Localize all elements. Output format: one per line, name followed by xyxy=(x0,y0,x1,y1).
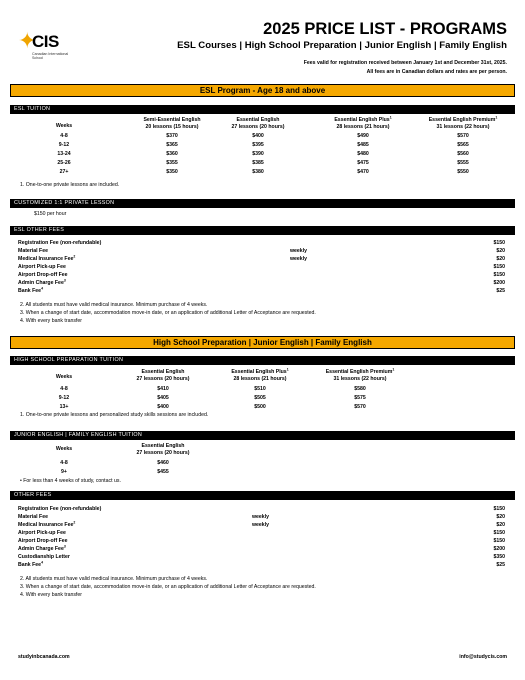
price-cell: $490 xyxy=(357,133,369,139)
price-cell: $570 xyxy=(457,133,469,139)
footnote-ref: 1 xyxy=(389,115,392,120)
private-lesson-header: CUSTOMIZED 1:1 PRIVATE LESSON xyxy=(10,199,515,208)
page-subtitle: ESL Courses | High School Preparation | Junior English | Family English xyxy=(177,40,507,51)
column-lessons: 27 lessons (20 hours) xyxy=(136,450,190,456)
column-lessons: 31 lessons (22 hours) xyxy=(436,124,490,130)
price-cell: $485 xyxy=(357,142,369,148)
price-cell: $510 xyxy=(254,386,266,392)
fee-frequency: weekly xyxy=(252,514,270,520)
validity-note: Fees valid for registration received between January 1st and December 31st, 2025. xyxy=(303,60,507,66)
fee-footnote: 3. When a change of start date, accommodation move-in date, or an application of additional Letter of Acceptance are requested. xyxy=(20,584,316,590)
fee-label: Material Fee xyxy=(18,248,48,254)
tuition-footnote: 1. One-to-one private lessons are included. xyxy=(20,182,120,188)
weeks-cell: 4-8 xyxy=(60,460,68,466)
weeks-cell: 9+ xyxy=(61,469,67,475)
fee-label: Admin Charge Fee$^3$ xyxy=(18,278,66,286)
fee-footnote: 4. With every bank transfer xyxy=(20,592,82,598)
other-fees-header: OTHER FEES xyxy=(10,491,515,500)
fee-label: Custodianship Letter xyxy=(18,554,70,560)
fee-price: $200 xyxy=(493,280,505,286)
tuition-footnote: • For less than 4 weeks of study, contact us. xyxy=(20,478,121,484)
footnote-ref: 3 xyxy=(63,544,66,549)
fee-price: $150 xyxy=(493,530,505,536)
column-lessons: 28 lessons (21 hours) xyxy=(336,124,390,130)
fee-price: $150 xyxy=(493,240,505,246)
price-cell: $360 xyxy=(166,151,178,157)
fee-price: $25 xyxy=(496,288,505,294)
fee-frequency: weekly xyxy=(252,522,270,528)
footnote-ref: 2 xyxy=(73,520,76,525)
tuition-footnote: 1. One-to-one private lessons and personalized study skills sessions are included. xyxy=(20,412,209,418)
hs-program-bar: High School Preparation | Junior English | Family English xyxy=(10,336,515,349)
weeks-cell: 13+ xyxy=(59,404,69,410)
price-cell: $405 xyxy=(157,395,169,401)
weeks-cell: 4-8 xyxy=(60,386,68,392)
column-name: Essential English xyxy=(236,117,280,123)
column-name: Essential English xyxy=(141,369,185,375)
fee-label: Airport Pick-up Fee xyxy=(18,264,66,270)
price-cell: $385 xyxy=(252,160,264,166)
price-cell: $550 xyxy=(457,169,469,175)
price-cell: $500 xyxy=(254,404,266,410)
column-name: Essential English Premium$^1$ xyxy=(428,115,498,123)
fee-price: $350 xyxy=(493,554,505,560)
fee-label: Bank Fee$^4$ xyxy=(18,286,44,294)
weeks-cell: 25-26 xyxy=(57,160,71,166)
price-cell: $575 xyxy=(354,395,366,401)
price-cell: $475 xyxy=(357,160,369,166)
price-cell: $455 xyxy=(157,469,169,475)
private-lesson-price: $150 per hour xyxy=(34,211,67,217)
price-cell: $400 xyxy=(157,404,169,410)
fee-frequency: weekly xyxy=(290,248,308,254)
logo-subtext: Canadian International School xyxy=(32,52,69,61)
maple-leaf-icon: ✦ xyxy=(18,28,37,53)
logo-text: CIS xyxy=(32,32,59,51)
column-name: Essential English Premium$^1$ xyxy=(325,367,395,375)
page-title: 2025 PRICE LIST - PROGRAMS xyxy=(263,20,507,38)
fee-price: $150 xyxy=(493,506,505,512)
fee-price: $150 xyxy=(493,264,505,270)
fee-price: $20 xyxy=(496,522,505,528)
fee-label: Registration Fee (non-refundable) xyxy=(18,506,102,512)
price-cell: $470 xyxy=(357,169,369,175)
footer-email[interactable]: info@studycis.com xyxy=(459,654,507,660)
weeks-label: Weeks xyxy=(55,446,73,452)
fee-label: Admin Charge Fee$^3$ xyxy=(18,544,66,552)
cis-logo xyxy=(18,30,70,72)
footnote-ref: 1 xyxy=(495,115,498,120)
price-cell: $355 xyxy=(166,160,178,166)
footnote-ref: 1 xyxy=(286,367,289,372)
fee-frequency: weekly xyxy=(290,256,308,262)
price-cell: $400 xyxy=(252,133,264,139)
column-name: Essential English Plus$^1$ xyxy=(334,115,392,123)
price-cell: $505 xyxy=(254,395,266,401)
column-lessons: 20 lessons (15 hours) xyxy=(145,124,199,130)
hs-tuition-header: HIGH SCHOOL PREPARATION TUITION xyxy=(10,356,515,365)
price-cell: $395 xyxy=(252,142,264,148)
weeks-label: Weeks xyxy=(55,123,73,129)
fee-label: Airport Drop-off Fee xyxy=(18,272,68,278)
column-lessons: 28 lessons (21 hours) xyxy=(233,376,287,382)
fee-price: $20 xyxy=(496,256,505,262)
price-cell: $365 xyxy=(166,142,178,148)
price-cell: $560 xyxy=(457,151,469,157)
column-name: Essential English xyxy=(141,443,185,449)
weeks-cell: 9-12 xyxy=(58,142,70,148)
price-cell: $370 xyxy=(166,133,178,139)
junior-tuition-header: JUNIOR ENGLISH | FAMILY ENGLISH TUITION xyxy=(10,431,515,440)
column-name: Semi-Essential English xyxy=(143,117,201,123)
column-name: Essential English Plus$^1$ xyxy=(231,367,289,375)
esl-other-fees-header: ESL OTHER FEES xyxy=(10,226,515,235)
fee-footnote: 3. When a change of start date, accommodation move-in date, or an application of additional Letter of Acceptance are requested. xyxy=(20,310,316,316)
weeks-cell: 4-8 xyxy=(60,133,68,139)
fee-price: $20 xyxy=(496,514,505,520)
weeks-cell: 27+ xyxy=(59,169,69,175)
weeks-label: Weeks xyxy=(55,374,73,380)
fee-footnote: 4. With every bank transfer xyxy=(20,318,82,324)
price-cell: $380 xyxy=(252,169,264,175)
fee-price: $150 xyxy=(493,538,505,544)
price-cell: $565 xyxy=(457,142,469,148)
price-cell: $570 xyxy=(354,404,366,410)
price-cell: $480 xyxy=(357,151,369,157)
fee-label: Airport Drop-off Fee xyxy=(18,538,68,544)
price-cell: $580 xyxy=(354,386,366,392)
fee-label: Airport Pick-up Fee xyxy=(18,530,66,536)
column-lessons: 27 lessons (20 hours) xyxy=(231,124,285,130)
footnote-ref: 4 xyxy=(41,286,44,291)
fee-price: $200 xyxy=(493,546,505,552)
price-cell: $410 xyxy=(157,386,169,392)
weeks-cell: 9-12 xyxy=(58,395,70,401)
fee-footnote: 2. All students must have valid medical insurance. Minimum purchase of 4 weeks. xyxy=(20,576,208,582)
column-lessons: 31 lessons (22 hours) xyxy=(333,376,387,382)
fee-price: $25 xyxy=(496,562,505,568)
footnote-ref: 3 xyxy=(63,278,66,283)
fee-label: Medical Insurance Fee$^2$ xyxy=(18,520,76,528)
footnote-ref: 4 xyxy=(41,560,44,565)
esl-program-bar: ESL Program - Age 18 and above xyxy=(10,84,515,97)
price-cell: $350 xyxy=(166,169,178,175)
footnote-ref: 1 xyxy=(392,367,395,372)
footer-website[interactable]: studyinbcanada.com xyxy=(18,654,70,660)
fee-price: $20 xyxy=(496,248,505,254)
price-cell: $555 xyxy=(457,160,469,166)
price-cell: $390 xyxy=(252,151,264,157)
column-lessons: 27 lessons (20 hours) xyxy=(136,376,190,382)
price-cell: $460 xyxy=(157,460,169,466)
fee-label: Medical Insurance Fee$^2$ xyxy=(18,254,76,262)
esl-tuition-header: ESL TUITION xyxy=(10,105,515,114)
fee-label: Bank Fee$^4$ xyxy=(18,560,44,568)
fee-footnote: 2. All students must have valid medical insurance. Minimum purchase of 4 weeks. xyxy=(20,302,208,308)
currency-note: All fees are in Canadian dollars and rates are per person. xyxy=(366,69,507,75)
footnote-ref: 2 xyxy=(73,254,76,259)
fee-price: $150 xyxy=(493,272,505,278)
fee-label: Material Fee xyxy=(18,514,48,520)
weeks-cell: 13-24 xyxy=(57,151,71,157)
fee-label: Registration Fee (non-refundable) xyxy=(18,240,102,246)
